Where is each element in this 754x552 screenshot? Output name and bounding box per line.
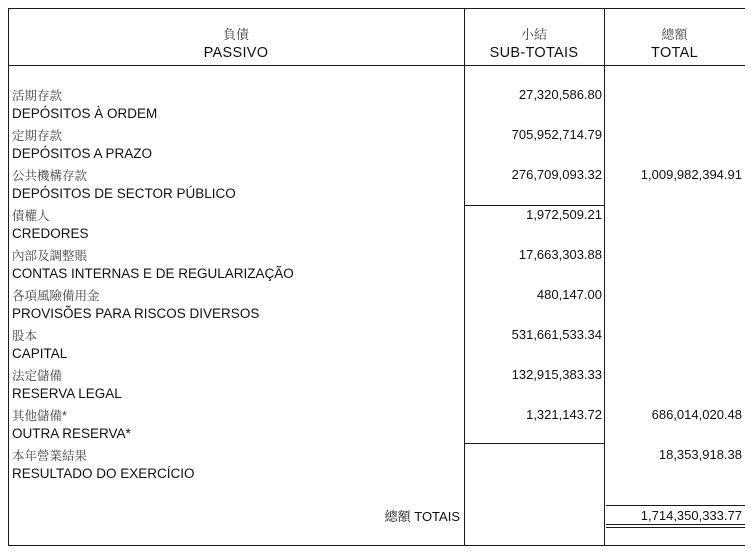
- row-label-zh: 活期存款: [12, 89, 63, 103]
- row-subtotal: 705,952,714.79: [511, 127, 602, 142]
- table-left-border: [8, 8, 9, 546]
- header-total-zh: 總額: [661, 27, 688, 42]
- row-subtotal: 27,320,586.80: [518, 87, 602, 102]
- subtotal-column-left-border: [464, 8, 465, 546]
- row-label-pt: RESERVA LEGAL: [12, 386, 122, 401]
- totals-label: 總額 TOTAIS: [384, 509, 460, 524]
- row-label-pt: DEPÓSITOS DE SECTOR PÚBLICO: [12, 186, 236, 201]
- header-subtotals-zh: 小結: [520, 27, 547, 42]
- header-liabilities-pt: PASSIVO: [203, 45, 269, 61]
- row-label-zh: 公共機構存款: [12, 169, 88, 183]
- row-label-pt: CONTAS INTERNAS E DE REGULARIZAÇÃO: [12, 266, 294, 281]
- total-double-underline-2: [606, 527, 745, 528]
- row-label-zh: 其他儲備*: [12, 409, 67, 423]
- header-total-pt: TOTAL: [651, 45, 698, 61]
- row-label-pt: RESULTADO DO EXERCÍCIO: [12, 466, 195, 481]
- table-bottom-border: [8, 545, 745, 546]
- row-subtotal: 531,661,533.34: [511, 327, 602, 342]
- row-label-zh: 法定儲備: [12, 369, 63, 383]
- row-label-pt: PROVISÕES PARA RISCOS DIVERSOS: [12, 306, 260, 321]
- header-subtotals-pt: SUB-TOTAIS: [489, 45, 579, 61]
- total-overline: [606, 505, 745, 506]
- row-subtotal: 17,663,303.88: [518, 247, 602, 262]
- row-label-pt: OUTRA RESERVA*: [12, 426, 131, 441]
- row-total: 18,353,918.38: [658, 447, 742, 462]
- subtotal-separator-2: [464, 443, 605, 444]
- row-subtotal: 276,709,093.32: [511, 167, 602, 182]
- row-label-pt: CREDORES: [12, 226, 89, 241]
- total-column-left-border: [604, 8, 605, 546]
- row-label-zh: 各項風險備用金: [12, 289, 100, 303]
- row-label-zh: 本年營業結果: [12, 449, 88, 463]
- header-total: [604, 24, 745, 61]
- row-total: 1,009,982,394.91: [640, 167, 742, 182]
- header-liabilities-zh: 負債: [222, 27, 249, 42]
- table-top-border: [8, 8, 745, 9]
- row-subtotal: 132,915,383.33: [511, 367, 602, 382]
- totals-value: 1,714,350,333.77: [640, 508, 742, 523]
- row-subtotal: 1,321,143.72: [526, 407, 602, 422]
- row-total: 686,014,020.48: [651, 407, 742, 422]
- row-label-pt: CAPITAL: [12, 346, 68, 361]
- total-double-underline-1: [606, 524, 745, 525]
- row-subtotal: 1,972,509.21: [526, 207, 602, 222]
- header-bottom-border: [8, 65, 745, 66]
- row-label-pt: DEPÓSITOS A PRAZO: [12, 146, 153, 161]
- subtotal-separator-1: [464, 205, 605, 206]
- row-subtotal: 480,147.00: [536, 287, 602, 302]
- row-label-zh: 定期存款: [12, 129, 63, 143]
- header-liabilities: [8, 24, 464, 61]
- row-label-pt: DEPÓSITOS À ORDEM: [12, 106, 158, 121]
- row-label-zh: 股本: [12, 329, 38, 343]
- row-label-zh: 內部及調整賬: [12, 249, 88, 263]
- row-label-zh: 債權人: [12, 209, 50, 223]
- header-subtotals: [464, 24, 604, 61]
